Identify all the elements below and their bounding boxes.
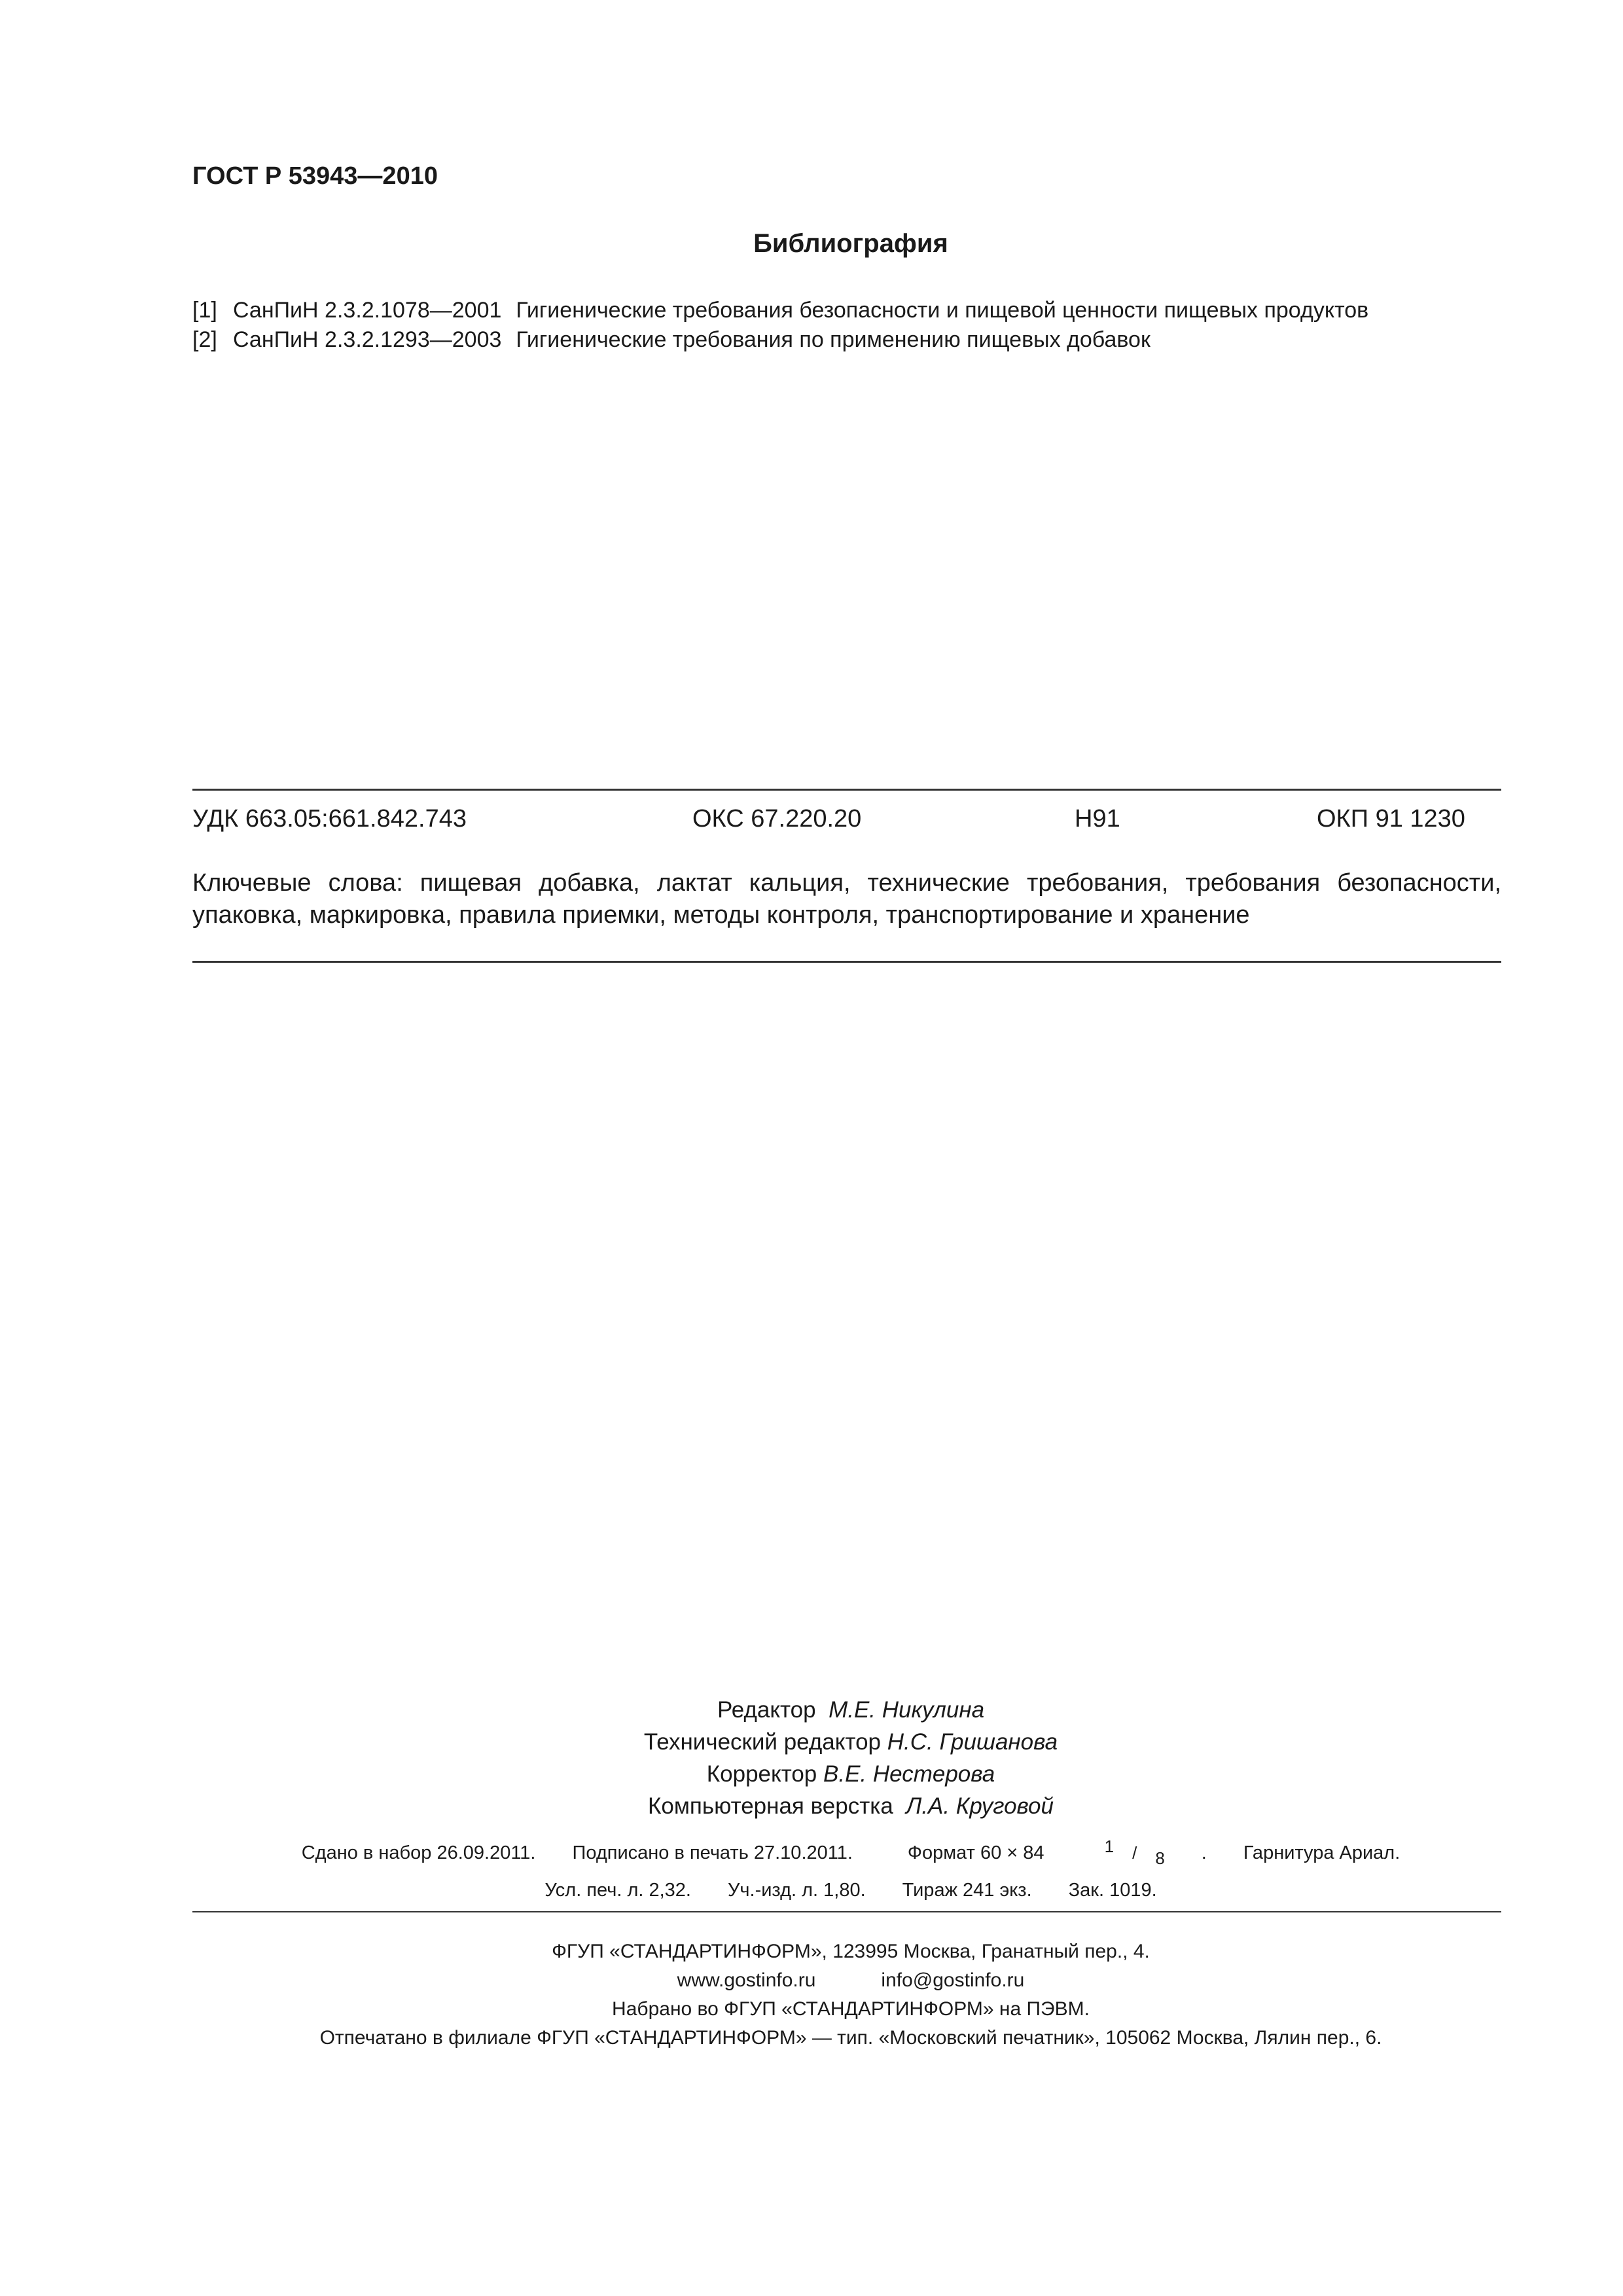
layout-name: Л.А. Круговой [906, 1793, 1054, 1819]
print-sheets: Усл. печ. л. 2,32. [544, 1880, 691, 1901]
tech-editor-line: Технический редактор Н.С. Гришанова [643, 1729, 1058, 1755]
bottom-divider [192, 961, 1501, 963]
typeset-note: Набрано во ФГУП «СТАНДАРТИНФОРМ» на ПЭВМ. [612, 1998, 1090, 2020]
format-fraction: 1 / 8 [1104, 1837, 1165, 1868]
publisher-divider [192, 1911, 1501, 1912]
editor-line: Редактор М.Е. Никулина [717, 1697, 985, 1723]
credits-block [0, 1694, 1623, 1822]
print-info-row-2 [0, 1880, 1623, 1901]
pub-sheets: Уч.-изд. л. 1,80. [727, 1880, 866, 1901]
circulation: Тираж 241 экз. [902, 1880, 1032, 1901]
top-divider [192, 789, 1501, 791]
tech-editor-name: Н.С. Гришанова [887, 1729, 1058, 1755]
print-info-row-1 [0, 1837, 1623, 1868]
bibliography-item-reference: СанПиН 2.3.2.1078—2001 [233, 298, 502, 323]
bibliography-title: Библиография [753, 229, 948, 258]
publisher-block [0, 1937, 1623, 2053]
editor-name: М.Е. Никулина [829, 1697, 985, 1723]
website-link[interactable]: www.gostinfo.ru [677, 1969, 816, 1991]
printed-note: Отпечатано в филиале ФГУП «СТАНДАРТИНФОРМ» — тип. «Московский печатник», 105062 Москва, Лялин пер., 6. [319, 2027, 1382, 2049]
bibliography-item-number: [2] [192, 327, 217, 352]
signed-date: Подписано в печать 27.10.2011. [572, 1842, 853, 1863]
category-code: Н91 [1075, 805, 1120, 833]
bibliography-item-reference: СанПиН 2.3.2.1293—2003 [233, 327, 502, 352]
keywords: Ключевые слова: пищевая добавка, лактат кальция, технические требования, требования безопасности, упаковка, маркировка, правила приемки, методы контроля, транспортирование и хранение [192, 869, 1501, 929]
oks-code: ОКС 67.220.20 [692, 805, 862, 833]
email-link[interactable]: info@gostinfo.ru [881, 1969, 1025, 1991]
bibliography-item-title: Гигиенические требования по применению пищевых добавок [516, 327, 1150, 352]
okp-code: ОКП 91 1230 [1317, 805, 1465, 833]
corrector-name: В.Е. Нестерова [823, 1761, 995, 1787]
order-number: Зак. 1019. [1068, 1880, 1157, 1901]
submitted-date: Сдано в набор 26.09.2011. [301, 1842, 536, 1863]
bibliography-item-title: Гигиенические требования безопасности и пищевой ценности пищевых продуктов [516, 298, 1369, 323]
typeface: Гарнитура Ариал. [1243, 1842, 1400, 1863]
bibliography-item [192, 298, 1368, 323]
udk-code: УДК 663.05:661.842.743 [192, 805, 467, 833]
paper-format: Формат 60 × 84 1 / 8 . [907, 1837, 1207, 1868]
document-code: ГОСТ Р 53943—2010 [192, 162, 438, 190]
layout-line: Компьютерная верстка Л.А. Круговой [647, 1793, 1054, 1819]
bibliography-item-number: [1] [192, 298, 217, 323]
publisher-contacts [0, 1966, 1623, 1995]
corrector-line: Корректор В.Е. Нестерова [706, 1761, 995, 1787]
publisher-address: ФГУП «СТАНДАРТИНФОРМ», 123995 Москва, Гранатный пер., 4. [552, 1941, 1150, 1962]
bibliography-item [192, 327, 1150, 353]
